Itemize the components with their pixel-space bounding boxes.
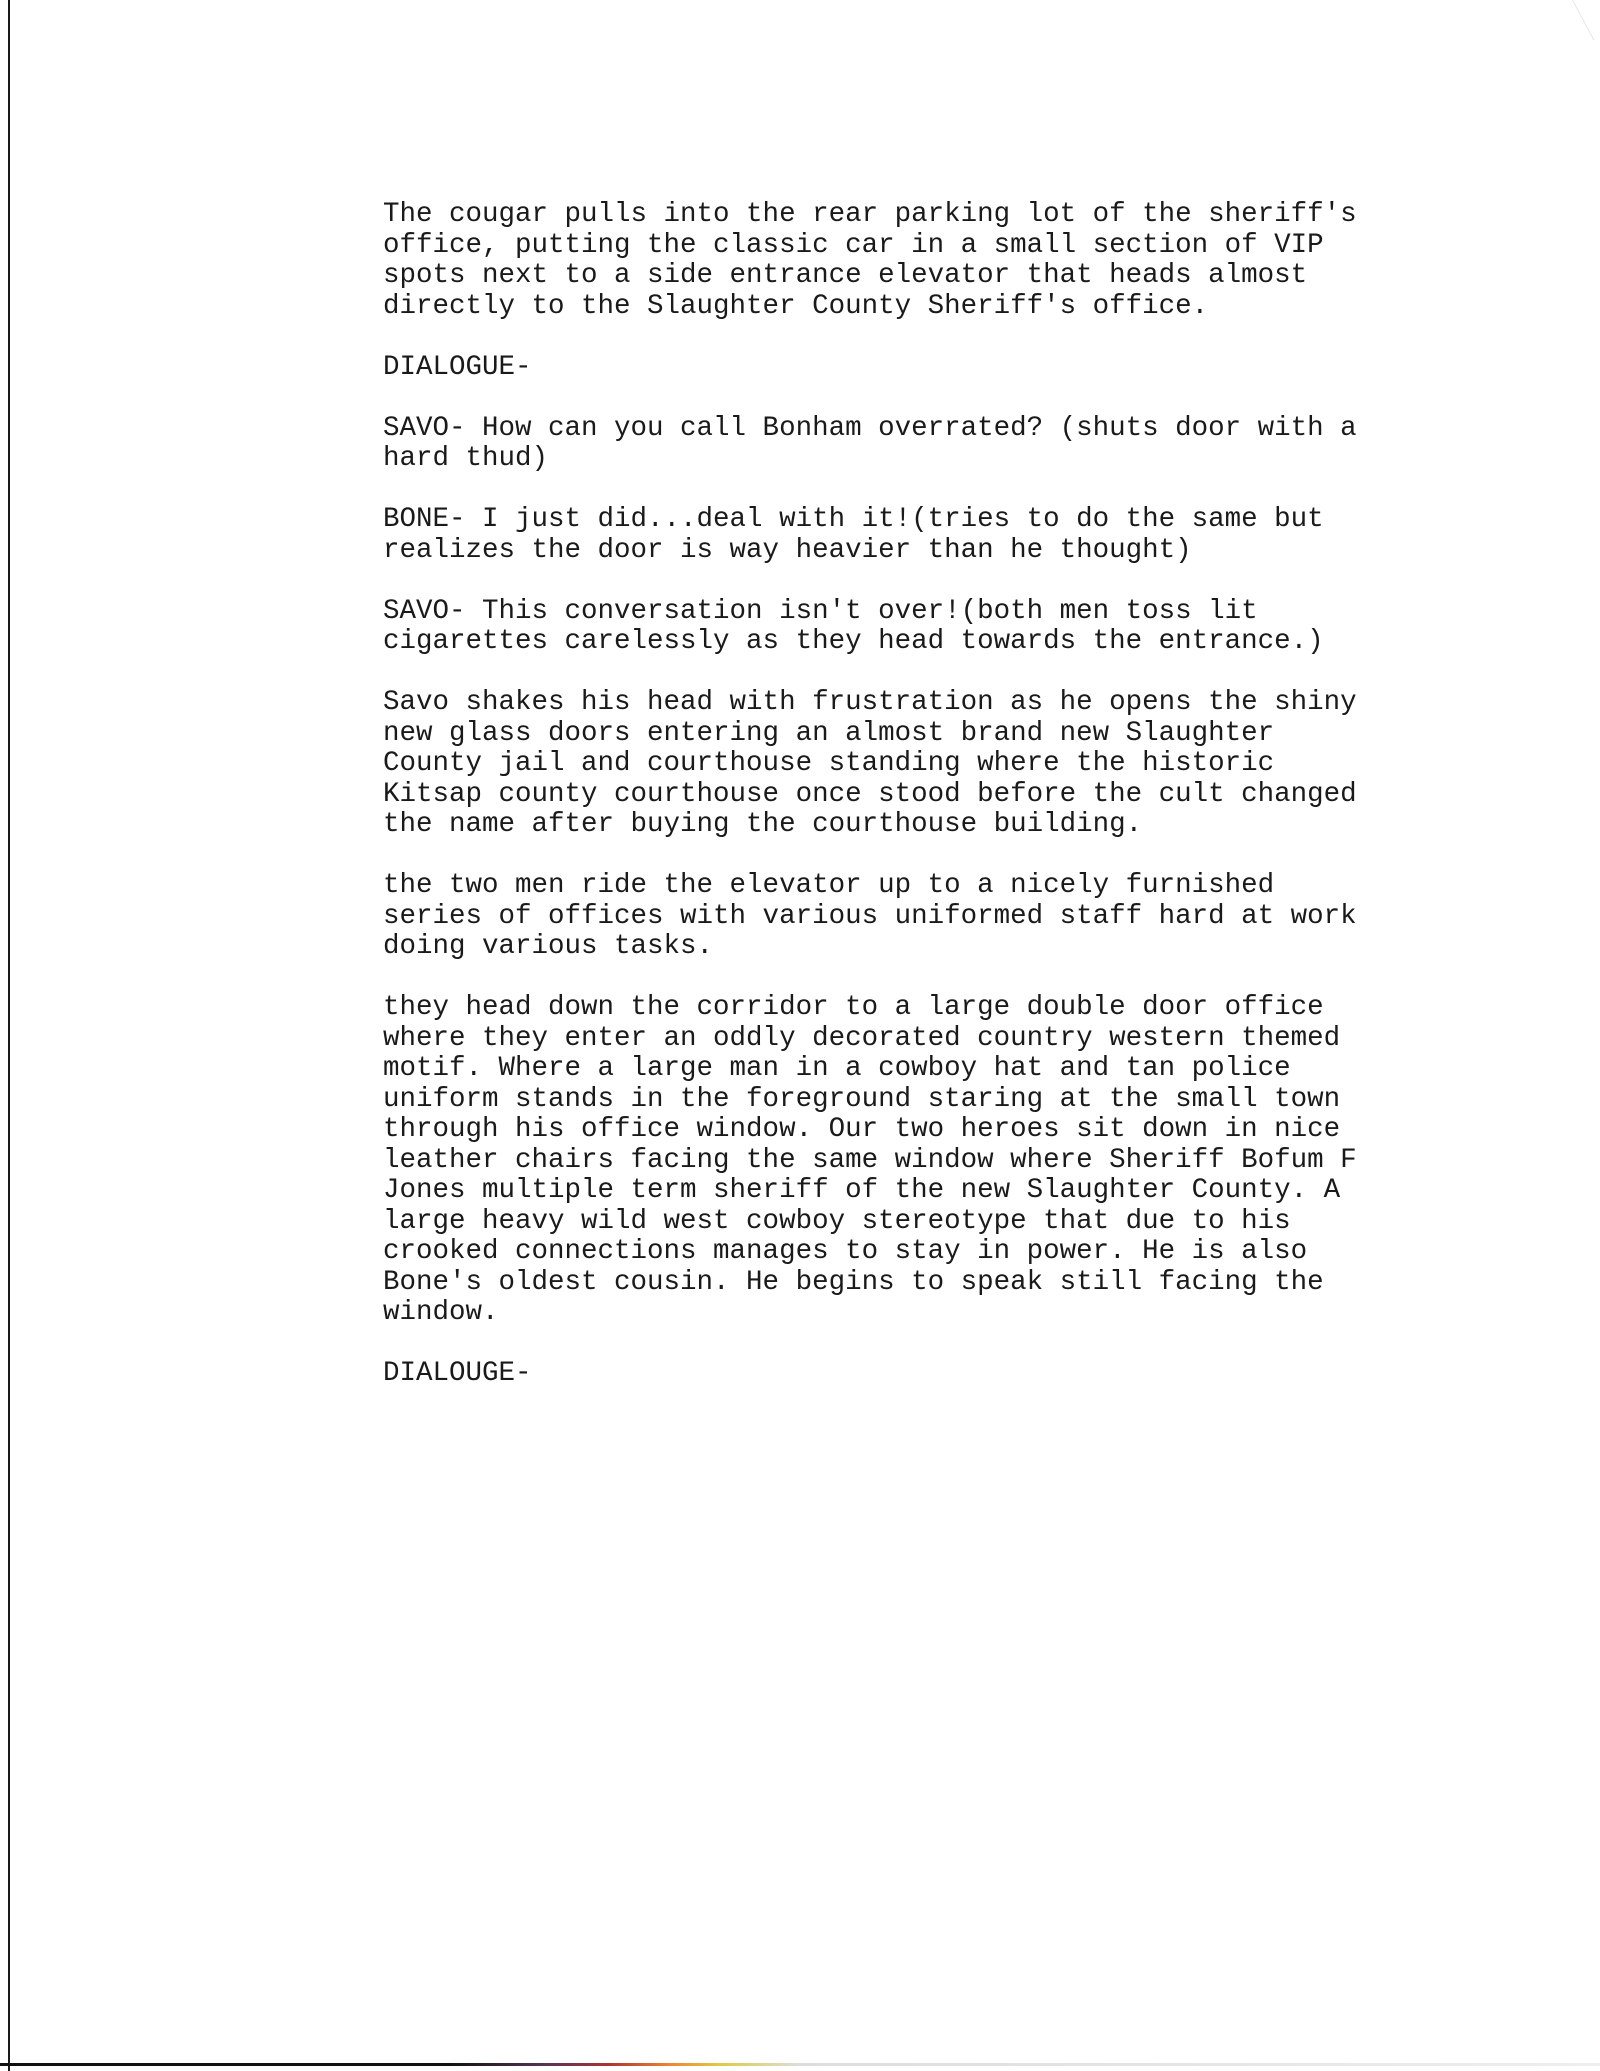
text-line: large heavy wild west cowboy stereotype that due to his xyxy=(383,1205,1291,1237)
text-line: Jones multiple term sheriff of the new Slaughter County. A xyxy=(383,1175,1341,1206)
text-line: spots next to a side entrance elevator that heads almost xyxy=(383,260,1308,291)
paragraph-scene-arrival xyxy=(383,200,1423,322)
scan-corner-fold xyxy=(1572,0,1600,40)
text-line: office, putting the classic car in a small section of VIP xyxy=(383,229,1324,261)
text-line: The cougar pulls into the rear parking lot of the sheriff's xyxy=(383,200,1357,230)
text-line: uniform stands in the foreground staring at the small town xyxy=(383,1083,1341,1115)
text-line: they head down the corridor to a large double door office xyxy=(383,992,1324,1023)
text-line: SAVO- How can you call Bonham overrated? (shuts door with a xyxy=(383,412,1357,444)
text-line: series of offices with various uniformed staff hard at work xyxy=(383,900,1357,932)
dialogue-line-savo-2 xyxy=(383,597,1423,658)
text-line: the name after buying the courthouse building. xyxy=(383,809,1143,840)
text-line: realizes the door is way heavier than he thought) xyxy=(383,534,1192,566)
dialogue-line-bone xyxy=(383,505,1423,566)
text-line: where they enter an oddly decorated country western themed xyxy=(383,1022,1341,1054)
text-line: BONE- I just did...deal with it!(tries to do the same but xyxy=(383,504,1324,535)
text-line: leather chairs facing the same window where Sheriff Bofum F xyxy=(383,1144,1357,1176)
text-line: through his office window. Our two heroes sit down in nice xyxy=(383,1114,1341,1145)
text-line: crooked connections manages to stay in power. He is also xyxy=(383,1236,1308,1267)
text-line: DIALOUGE- xyxy=(383,1358,532,1389)
text-line: Savo shakes his head with frustration as he opens the shiny xyxy=(383,687,1357,718)
paragraph-elevator xyxy=(383,871,1423,963)
text-line: directly to the Slaughter County Sheriff's office. xyxy=(383,290,1209,322)
text-line: Bone's oldest cousin. He begins to speak still facing the xyxy=(383,1266,1324,1298)
text-line: new glass doors entering an almost brand new Slaughter xyxy=(383,717,1275,749)
text-line: the two men ride the elevator up to a nicely furnished xyxy=(383,870,1275,901)
paragraph-sheriff-office xyxy=(383,993,1423,1329)
scan-bottom-edge xyxy=(0,2063,1600,2066)
dialogue-line-savo xyxy=(383,414,1423,475)
text-line: hard thud) xyxy=(383,443,549,474)
text-line: window. xyxy=(383,1297,499,1328)
text-line: DIALOGUE- xyxy=(383,351,532,383)
dialogue-heading xyxy=(383,353,1423,384)
scan-left-edge xyxy=(8,0,10,2071)
script-text-block xyxy=(383,200,1423,1400)
paragraph-courthouse xyxy=(383,688,1423,841)
text-line: motif. Where a large man in a cowboy hat and tan police xyxy=(383,1053,1291,1084)
text-line: SAVO- This conversation isn't over!(both men toss lit xyxy=(383,595,1258,627)
text-line: cigarettes carelessly as they head towards the entrance.) xyxy=(383,626,1324,657)
text-line: Kitsap county courthouse once stood before the cult changed xyxy=(383,778,1357,810)
text-line: doing various tasks. xyxy=(383,931,714,962)
text-line: County jail and courthouse standing where the historic xyxy=(383,748,1275,779)
dialogue-heading-2 xyxy=(383,1359,1423,1390)
